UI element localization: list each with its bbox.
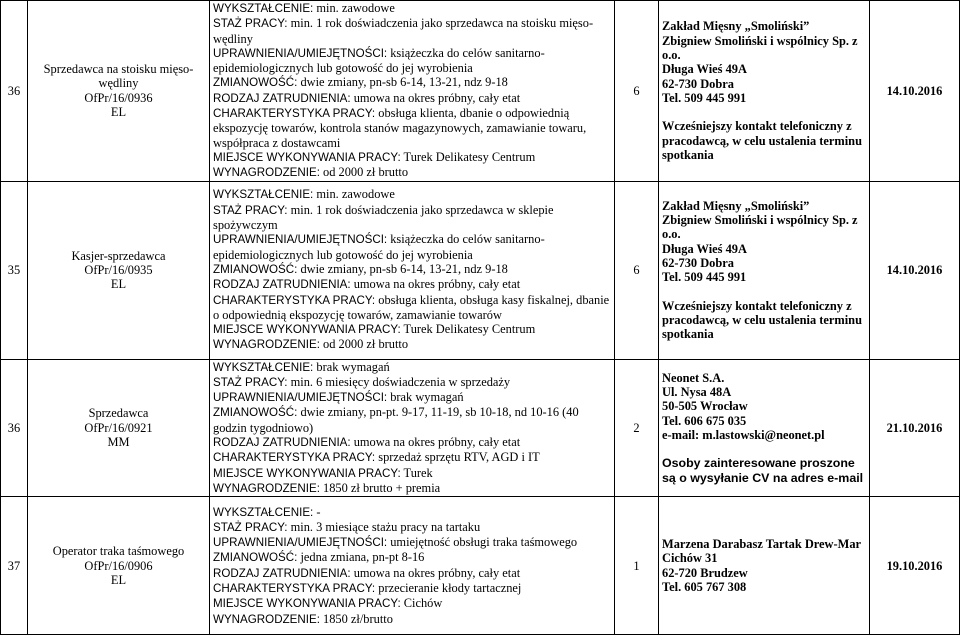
detail-label: ZMIANOWOŚĆ: bbox=[213, 551, 298, 565]
positions-count: 6 bbox=[615, 181, 659, 359]
employer-email[interactable]: e-mail: m.lastowski@neonet.pl bbox=[662, 428, 825, 443]
detail-value: Cichów bbox=[400, 596, 443, 611]
detail-line bbox=[213, 375, 611, 390]
detail-line bbox=[213, 337, 611, 352]
detail-value: od 2000 zł brutto bbox=[319, 165, 409, 180]
detail-value: min. 6 miesięcy doświadczenia w sprzedaży bbox=[287, 374, 511, 389]
detail-line bbox=[213, 262, 611, 277]
detail-value: umowa na okres próbny, cały etat bbox=[350, 277, 521, 292]
detail-line bbox=[213, 360, 611, 375]
detail-value: 1850 zł brutto + premia bbox=[319, 480, 441, 495]
job-details-cell bbox=[210, 359, 615, 497]
detail-value: od 2000 zł brutto bbox=[319, 337, 409, 352]
detail-label: CHARAKTERYSTYKA PRACY: bbox=[213, 582, 376, 596]
job-title: Operator traka taśmowego bbox=[52, 544, 185, 559]
detail-label: RODZAJ ZATRUDNIENIA: bbox=[213, 278, 351, 292]
job-details-cell bbox=[210, 1, 615, 182]
detail-label: ZMIANOWOŚĆ: bbox=[213, 76, 298, 90]
row-number: 36 bbox=[1, 359, 28, 497]
deadline-date: 21.10.2016 bbox=[870, 359, 960, 497]
job-offers-body bbox=[1, 1, 960, 635]
detail-line bbox=[213, 16, 611, 46]
detail-label: UPRAWNIENIA/UMIEJĘTNOŚCI: bbox=[213, 391, 388, 405]
office-code: EL bbox=[110, 277, 127, 292]
detail-value: Turek Delikatesy Centrum bbox=[400, 149, 536, 164]
detail-line bbox=[213, 277, 611, 292]
detail-line bbox=[213, 75, 611, 90]
detail-label: CHARAKTERYSTYKA PRACY: bbox=[213, 451, 376, 465]
detail-label: WYNAGRODZENIE: bbox=[213, 166, 320, 180]
employer-line: Tel. 509 445 991 bbox=[662, 270, 747, 285]
positions-count: 2 bbox=[615, 359, 659, 497]
employer-line: Cichów 31 bbox=[662, 551, 718, 566]
detail-label: CHARAKTERYSTYKA PRACY: bbox=[213, 107, 376, 121]
offer-code: OfPr/16/0906 bbox=[84, 558, 153, 573]
detail-label: UPRAWNIENIA/UMIEJĘTNOŚCI: bbox=[213, 46, 388, 60]
detail-line bbox=[213, 566, 611, 581]
detail-label: MIEJSCE WYKONYWANIA PRACY: bbox=[213, 466, 401, 480]
detail-value: obsługa klienta, obsługa kasy fiskalnej, dbanie o odpowiednią ekspozycję towarów, zamawianie towarów bbox=[213, 292, 610, 322]
detail-value: książeczka do celów sanitarno-epidemiologicznych lub gotowość do jej wyrobienia bbox=[213, 232, 545, 262]
detail-label: ZMIANOWOŚĆ: bbox=[213, 262, 298, 276]
employer-line: Neonet S.A. bbox=[662, 370, 725, 385]
row-number: 36 bbox=[1, 1, 28, 182]
detail-label: STAŻ PRACY: bbox=[213, 203, 288, 217]
detail-value: 1850 zł/brutto bbox=[319, 611, 393, 626]
employer-line: Zbigniew Smoliński i wspólnicy Sp. z o.o. bbox=[662, 213, 858, 242]
detail-label: UPRAWNIENIA/UMIEJĘTNOŚCI: bbox=[213, 536, 388, 550]
job-details-cell bbox=[210, 181, 615, 359]
employer-line: Zbigniew Smoliński i wspólnicy Sp. z o.o. bbox=[662, 33, 858, 63]
job-title: wędliny bbox=[98, 76, 139, 91]
detail-line bbox=[213, 91, 611, 106]
row-number: 35 bbox=[1, 181, 28, 359]
detail-value: min. 1 rok doświadczenia jako sprzedawca na stoisku mięso-wędliny bbox=[213, 16, 594, 46]
employer-line: Tel. 605 767 308 bbox=[662, 580, 747, 595]
employer-line: Długa Wieś 49A bbox=[662, 241, 747, 256]
table-row bbox=[1, 1, 960, 182]
deadline-date: 14.10.2016 bbox=[870, 181, 960, 359]
employer-cell bbox=[659, 1, 870, 182]
detail-line bbox=[213, 596, 611, 611]
table-row bbox=[1, 181, 960, 359]
detail-line bbox=[213, 165, 611, 180]
detail-label: MIEJSCE WYKONYWANIA PRACY: bbox=[213, 150, 401, 164]
contact-note: Wcześniejszy kontakt telefoniczny z pracodawcą, w celu ustalenia terminu spotkania bbox=[662, 119, 862, 162]
employer-line: Zakład Mięsny „Smoliński” bbox=[662, 198, 810, 213]
table-row bbox=[1, 359, 960, 497]
detail-label: WYNAGRODZENIE: bbox=[213, 612, 320, 626]
employer-line: 50-505 Wrocław bbox=[662, 399, 748, 414]
positions-count: 6 bbox=[615, 1, 659, 182]
employer-cell bbox=[659, 181, 870, 359]
detail-line bbox=[213, 550, 611, 565]
detail-label: RODZAJ ZATRUDNIENIA: bbox=[213, 436, 351, 450]
detail-label: ZMIANOWOŚĆ: bbox=[213, 406, 298, 420]
detail-value: sprzedaż sprzętu RTV, AGD i IT bbox=[375, 450, 540, 465]
detail-label: MIEJSCE WYKONYWANIA PRACY: bbox=[213, 323, 401, 337]
job-title: Sprzedawca bbox=[88, 406, 149, 421]
detail-line bbox=[213, 106, 611, 150]
detail-label: RODZAJ ZATRUDNIENIA: bbox=[213, 91, 351, 105]
employer-line: 62-720 Brudzew bbox=[662, 565, 748, 580]
job-title: Sprzedawca na stoisku mięso- bbox=[43, 62, 194, 77]
detail-label: STAŻ PRACY: bbox=[213, 375, 288, 389]
detail-line bbox=[213, 581, 611, 596]
detail-line bbox=[213, 435, 611, 450]
employer-line: Zakład Mięsny „Smoliński” bbox=[662, 19, 810, 34]
detail-value: min. 3 miesiące stażu pracy na tartaku bbox=[287, 519, 481, 534]
job-title-cell bbox=[28, 1, 210, 182]
detail-value: umowa na okres próbny, cały etat bbox=[350, 90, 521, 105]
detail-label: CHARAKTERYSTYKA PRACY: bbox=[213, 293, 376, 307]
detail-line bbox=[213, 405, 611, 435]
deadline-date: 14.10.2016 bbox=[870, 1, 960, 182]
detail-line bbox=[213, 46, 611, 76]
detail-label: UPRAWNIENIA/UMIEJĘTNOŚCI: bbox=[213, 233, 388, 247]
office-code: EL bbox=[110, 105, 127, 120]
detail-line bbox=[213, 450, 611, 465]
detail-label: WYKSZTAŁCENIE: bbox=[213, 2, 314, 15]
detail-value: jedna zmiana, pn-pt 8-16 bbox=[297, 550, 425, 565]
job-details-cell bbox=[210, 497, 615, 635]
detail-line bbox=[213, 203, 611, 233]
job-title-cell bbox=[28, 359, 210, 497]
detail-label: MIEJSCE WYKONYWANIA PRACY: bbox=[213, 597, 401, 611]
detail-line bbox=[213, 187, 611, 202]
employer-line: 62-730 Dobra bbox=[662, 76, 734, 91]
detail-value: - bbox=[313, 504, 321, 519]
employer-line: 62-730 Dobra bbox=[662, 255, 734, 270]
employer-line: Tel. 509 445 991 bbox=[662, 90, 747, 105]
job-title-cell bbox=[28, 181, 210, 359]
detail-value: min. 1 rok doświadczenia jako sprzedawca w sklepie spożywczym bbox=[213, 202, 554, 233]
job-title: Kasjer-sprzedawca bbox=[71, 248, 166, 263]
detail-value: przecieranie kłody tartacznej bbox=[375, 581, 522, 596]
detail-label: WYKSZTAŁCENIE: bbox=[213, 505, 314, 519]
detail-line bbox=[213, 390, 611, 405]
detail-line bbox=[213, 505, 611, 520]
offer-code: OfPr/16/0935 bbox=[84, 262, 153, 277]
offer-code: OfPr/16/0921 bbox=[84, 420, 153, 435]
detail-line bbox=[213, 481, 611, 496]
detail-label: RODZAJ ZATRUDNIENIA: bbox=[213, 566, 351, 580]
contact-note: Osoby zainteresowane proszone są o wysyłanie CV na adres e-mail bbox=[662, 456, 864, 485]
row-number: 37 bbox=[1, 497, 28, 635]
detail-label: WYNAGRODZENIE: bbox=[213, 481, 320, 495]
detail-value: min. zawodowe bbox=[313, 1, 395, 15]
detail-value: książeczka do celów sanitarno-epidemiologicznych lub gotowość do jej wyrobienia bbox=[213, 45, 545, 76]
offer-code: OfPr/16/0936 bbox=[84, 90, 153, 105]
job-title-cell bbox=[28, 497, 210, 635]
employer-line: Marzena Darabasz Tartak Drew-Mar bbox=[662, 537, 862, 552]
detail-value: dwie zmiany, pn-sb 6-14, 13-21, ndz 9-18 bbox=[297, 75, 508, 90]
detail-value: umowa na okres próbny, cały etat bbox=[350, 435, 521, 450]
detail-label: WYNAGRODZENIE: bbox=[213, 338, 320, 352]
detail-label: WYKSZTAŁCENIE: bbox=[213, 360, 314, 374]
detail-line bbox=[213, 466, 611, 481]
positions-count: 1 bbox=[615, 497, 659, 635]
employer-cell bbox=[659, 497, 870, 635]
detail-line bbox=[213, 293, 611, 323]
detail-line bbox=[213, 232, 611, 262]
detail-line bbox=[213, 520, 611, 535]
employer-cell bbox=[659, 359, 870, 497]
deadline-date: 19.10.2016 bbox=[870, 497, 960, 635]
detail-value: umiejętność obsługi traka taśmowego bbox=[387, 535, 578, 550]
detail-value: brak wymagań bbox=[387, 390, 464, 405]
detail-line bbox=[213, 535, 611, 550]
contact-note: Wcześniejszy kontakt telefoniczny z pracodawcą, w celu ustalenia terminu spotkania bbox=[662, 298, 862, 342]
detail-line bbox=[213, 1, 611, 16]
detail-line bbox=[213, 322, 611, 337]
table-row bbox=[1, 497, 960, 635]
detail-value: Turek bbox=[400, 465, 433, 480]
employer-line: Długa Wieś 49A bbox=[662, 62, 747, 77]
detail-value: Turek Delikatesy Centrum bbox=[400, 322, 536, 337]
detail-label: STAŻ PRACY: bbox=[213, 17, 288, 31]
detail-label: STAŻ PRACY: bbox=[213, 520, 288, 534]
detail-value: dwie zmiany, pn-pt. 9-17, 11-19, sb 10-18, nd 10-16 (40 godzin tygodniowo) bbox=[213, 405, 579, 435]
detail-value: min. zawodowe bbox=[313, 187, 395, 202]
detail-value: brak wymagań bbox=[313, 359, 390, 374]
office-code: MM bbox=[107, 435, 130, 450]
detail-value: dwie zmiany, pn-sb 6-14, 13-21, ndz 9-18 bbox=[297, 261, 508, 276]
detail-line bbox=[213, 150, 611, 165]
detail-value: umowa na okres próbny, cały etat bbox=[350, 565, 521, 580]
office-code: EL bbox=[110, 572, 127, 587]
employer-line: Tel. 606 675 035 bbox=[662, 413, 747, 428]
employer-line: Ul. Nysa 48A bbox=[662, 385, 732, 400]
detail-label: WYKSZTAŁCENIE: bbox=[213, 188, 314, 202]
detail-value: obsługa klienta, dbanie o odpowiednią ekspozycję towarów, kontrola stanów magazynowych, zamawianie towaru, współpraca z dostawcami bbox=[213, 106, 587, 150]
detail-line bbox=[213, 612, 611, 627]
